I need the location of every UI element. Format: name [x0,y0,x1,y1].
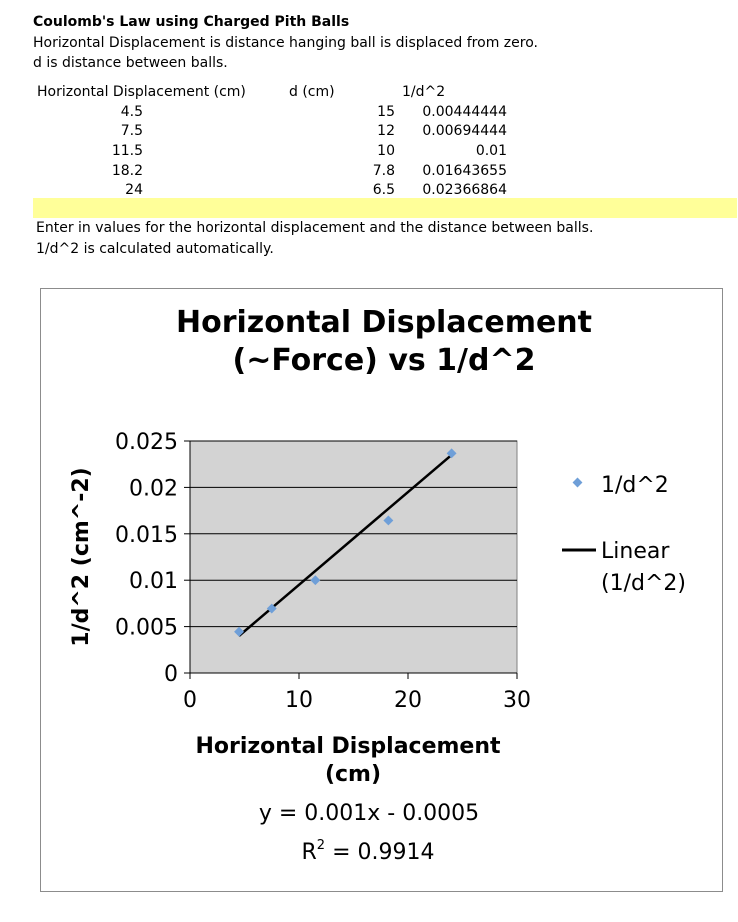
y-tick-label: 0.005 [115,615,178,641]
chart-svg [41,289,722,891]
table-header-distance: d (cm) [289,84,335,100]
legend-marker-scatter [573,478,583,488]
table-cell[interactable]: 18.2 [111,163,143,179]
plot-area [190,441,517,673]
trendline-equation: y = 0.001x - 0.0005 [258,801,480,826]
x-tick-label: 0 [183,688,197,713]
chart-title-line-1: Horizontal Displacement [175,305,593,340]
table-cell[interactable]: 10 [377,143,395,159]
x-axis-label-line-2: (cm) [324,762,382,787]
legend-label-scatter: 1/d^2 [601,473,669,498]
y-tick-label: 0.025 [115,430,178,455]
r-squared-superscript: 2 [316,838,326,853]
x-axis-label-line-1: Horizontal Displacement [195,734,501,759]
table-cell: 0.02366864 [422,182,507,198]
chart-container[interactable] [40,288,723,892]
r-squared-value: = 0.9914 [325,840,435,865]
y-tick-label: 0.02 [129,476,178,502]
table-cell: 0.01 [475,143,507,159]
table-cell[interactable]: 24 [125,182,143,198]
highlight-band [33,198,737,218]
r-squared-letter: R [301,840,317,865]
description-line-1: Horizontal Displacement is distance hanging ball is displaced from zero. [33,35,538,51]
table-cell[interactable]: 7.8 [372,163,395,179]
page-title: Coulomb's Law using Charged Pith Balls [33,14,350,30]
y-tick-label: 0 [164,662,178,687]
y-axis-label: 1/d^2 (cm^-2) [69,467,94,647]
table-cell: 0.00444444 [422,104,507,120]
table-cell[interactable]: 4.5 [120,104,143,120]
x-tick-label: 10 [285,688,313,713]
table-cell[interactable]: 6.5 [372,182,395,198]
y-tick-label: 0.01 [129,569,178,595]
legend-label-trendline-line-1: Linear [601,539,670,564]
table-cell: 0.00694444 [422,123,507,139]
table-header-displacement: Horizontal Displacement (cm) [37,84,246,100]
y-tick-label: 0.015 [115,522,178,548]
table-header-inverse-square: 1/d^2 [402,84,446,100]
table-cell: 0.01643655 [422,163,507,179]
description-line-2: d is distance between balls. [33,55,228,71]
legend-label-trendline-line-2: (1/d^2) [601,571,686,596]
x-tick-label: 30 [503,688,531,713]
note-line-1: Enter in values for the horizontal displacement and the distance between balls. [36,220,594,236]
r-squared-label [302,838,435,865]
table-cell[interactable]: 7.5 [120,123,143,139]
table-cell[interactable]: 15 [377,104,395,120]
legend [562,473,686,596]
chart-title-line-2: (~Force) vs 1/d^2 [232,343,536,378]
table-cell[interactable]: 12 [377,123,395,139]
x-tick-label: 20 [394,688,422,713]
note-line-2: 1/d^2 is calculated automatically. [36,241,274,257]
table-cell[interactable]: 11.5 [111,143,143,159]
